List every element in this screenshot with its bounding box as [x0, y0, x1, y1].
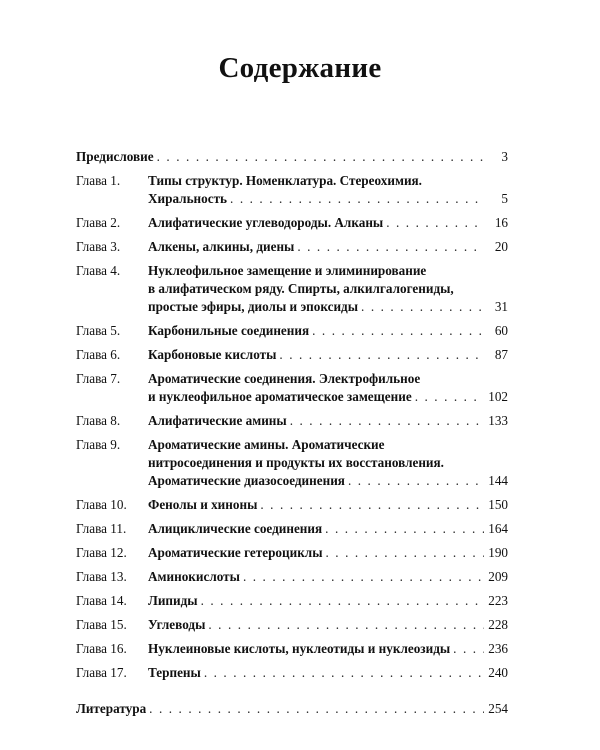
dot-leader [290, 412, 484, 430]
chapter-title-line: Нуклеофильное замещение и элиминирование [148, 263, 427, 278]
chapter-title-line: Липиды [148, 593, 198, 608]
toc-entry-chapter-7[interactable] [76, 370, 508, 406]
toc-label-literature: Литература [76, 701, 147, 716]
toc-entry-chapter-4[interactable] [76, 262, 508, 316]
dot-leader [208, 616, 484, 634]
chapter-title-line: Терпены [148, 665, 201, 680]
chapter-number: Глава 1. [76, 173, 121, 188]
chapter-number: Глава 13. [76, 569, 127, 584]
chapter-number: Глава 12. [76, 545, 127, 560]
chapter-title-line: простые эфиры, диолы и эпоксиды [148, 299, 359, 314]
dot-leader [325, 520, 484, 538]
toc-page-number: 87 [494, 347, 508, 362]
toc-entry-chapter-2[interactable] [76, 214, 508, 232]
chapter-title-line: Карбоновые кислоты [148, 347, 277, 362]
toc-entry-chapter-3[interactable] [76, 238, 508, 256]
dot-leader [157, 148, 484, 166]
dot-leader [415, 388, 484, 406]
chapter-number: Глава 3. [76, 239, 121, 254]
chapter-number: Глава 17. [76, 665, 127, 680]
toc-entry-literature[interactable] [76, 700, 508, 718]
toc-page-number: 3 [501, 149, 508, 164]
toc-page-number: 16 [494, 215, 508, 230]
chapter-title-line: Ароматические амины. Ароматические [148, 437, 385, 452]
chapter-title-line: Алкены, алкины, диены [148, 239, 295, 254]
chapter-number: Глава 9. [76, 437, 121, 452]
toc-page-number: 20 [494, 239, 508, 254]
dot-leader [149, 700, 484, 718]
toc-entry-chapter-17[interactable] [76, 664, 508, 682]
toc-page-number: 254 [488, 701, 508, 716]
toc-page-number: 150 [488, 497, 508, 512]
dot-leader [243, 568, 484, 586]
chapter-title-line: Ароматические гетероциклы [148, 545, 323, 560]
chapter-title-line: Аминокислоты [148, 569, 240, 584]
toc-page-number: 133 [488, 413, 508, 428]
toc-entry-chapter-15[interactable] [76, 616, 508, 634]
chapter-title-line: Алифатические углеводороды. Алканы [148, 215, 384, 230]
page-title: Содержание [218, 52, 382, 84]
toc-entry-chapter-10[interactable] [76, 496, 508, 514]
chapter-title-line: Алифатические амины [148, 413, 287, 428]
chapter-list [76, 172, 508, 682]
toc-page-number: 102 [488, 389, 508, 404]
chapter-number: Глава 16. [76, 641, 127, 656]
dot-leader [279, 346, 484, 364]
chapter-title-line: в алифатическом ряду. Спирты, алкилгалогениды, [148, 281, 454, 296]
toc-entry-chapter-16[interactable] [76, 640, 508, 658]
chapter-number: Глава 5. [76, 323, 121, 338]
toc-entry-chapter-9[interactable] [76, 436, 508, 490]
toc-page-number: 164 [488, 521, 508, 536]
chapter-number: Глава 10. [76, 497, 127, 512]
chapter-title-line: Хиральность [148, 191, 228, 206]
toc-entry-chapter-8[interactable] [76, 412, 508, 430]
toc-page-number: 223 [488, 593, 508, 608]
chapter-number: Глава 7. [76, 371, 121, 386]
dot-leader [453, 640, 484, 658]
dot-leader [326, 544, 485, 562]
toc-page-number: 240 [488, 665, 508, 680]
chapter-title-line: Карбонильные соединения [148, 323, 310, 338]
table-of-contents [76, 148, 508, 718]
chapter-number: Глава 6. [76, 347, 121, 362]
toc-entry-chapter-5[interactable] [76, 322, 508, 340]
toc-entry-chapter-1[interactable] [76, 172, 508, 208]
toc-entry-preface[interactable] [76, 148, 508, 166]
dot-leader [204, 664, 484, 682]
chapter-title-line: Ароматические диазосоединения [148, 473, 345, 488]
chapter-title-line: Углеводы [148, 617, 206, 632]
dot-leader [260, 496, 484, 514]
toc-entry-chapter-13[interactable] [76, 568, 508, 586]
chapter-title-line: Типы структур. Номенклатура. Стереохимия. [148, 173, 422, 188]
dot-leader [201, 592, 484, 610]
chapter-title-line: Фенолы и хиноны [148, 497, 258, 512]
toc-entry-chapter-14[interactable] [76, 592, 508, 610]
toc-page-number: 144 [488, 473, 508, 488]
chapter-number: Глава 2. [76, 215, 121, 230]
chapter-number: Глава 11. [76, 521, 127, 536]
toc-page-number: 31 [494, 299, 508, 314]
chapter-title-line: Нуклеиновые кислоты, нуклеотиды и нуклеозиды [148, 641, 451, 656]
toc-page-number: 236 [488, 641, 508, 656]
chapter-title-line: нитросоединения и продукты их восстановления. [148, 455, 444, 470]
dot-leader [230, 190, 484, 208]
toc-page-number: 209 [488, 569, 508, 584]
chapter-title-line: Алициклические соединения [148, 521, 323, 536]
toc-page-number: 190 [488, 545, 508, 560]
dot-leader [361, 298, 484, 316]
toc-page-number: 228 [488, 617, 508, 632]
dot-leader [312, 322, 484, 340]
chapter-number: Глава 8. [76, 413, 121, 428]
toc-page-number: 60 [494, 323, 508, 338]
toc-entry-chapter-11[interactable] [76, 520, 508, 538]
toc-entry-chapter-6[interactable] [76, 346, 508, 364]
chapter-number: Глава 14. [76, 593, 127, 608]
dot-leader [386, 214, 484, 232]
chapter-number: Глава 4. [76, 263, 121, 278]
chapter-number: Глава 15. [76, 617, 127, 632]
dot-leader [297, 238, 484, 256]
chapter-title-line: Ароматические соединения. Электрофильное [148, 371, 421, 386]
dot-leader [348, 472, 484, 490]
toc-label-preface: Предисловие [76, 149, 154, 164]
toc-entry-chapter-12[interactable] [76, 544, 508, 562]
chapter-title-line: и нуклеофильное ароматическое замещение [148, 389, 412, 404]
toc-page-number: 5 [501, 191, 508, 206]
